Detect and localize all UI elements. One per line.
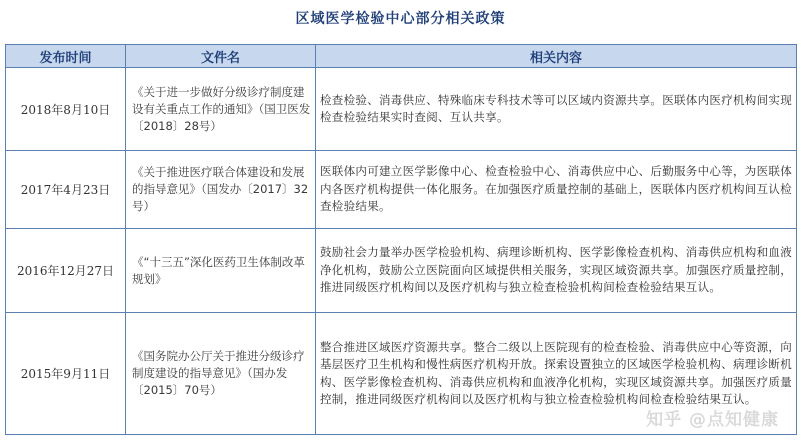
header-content: 相关内容	[316, 45, 797, 68]
row-date: 2015年9月11日	[6, 313, 126, 435]
row-date: 2017年4月23日	[6, 151, 126, 229]
row-content: 检查检验、消毒供应、特殊临床专科技术等可以区域内资源共享。医联体内医疗机构间实现检查检验结果实时查阅、互认共享。	[316, 68, 797, 151]
row-content: 鼓励社会力量举办医学检验机构、病理诊断机构、医学影像检查机构、消毒供应机构和血液净化机构，鼓励公立医院面向区域提供相关服务，实现区域资源共享。加强医疗质量控制，推进同级医疗机构间以及医疗机构与独立检查检验机构间检查检验结果互认。	[316, 229, 797, 313]
row-document: 《国务院办公厅关于推进分级诊疗制度建设的指导意见》（国办发〔2015〕70号）	[126, 313, 316, 435]
row-content: 整合推进区域医疗资源共享。整合二级以上医院现有的检查检验、消毒供应中心等资源，向基层医疗卫生机构和慢性病医疗机构开放。探索设置独立的区域医学检验机构、病理诊断机构、医学影像检查机构、消毒供应机构和血液净化机构，实现区域资源共享。加强医疗质量控制，推进同级医疗机构间以及医疗机构与独立检查检验机构间检查检验结果互认。	[316, 313, 797, 435]
table-row	[6, 151, 797, 229]
row-document: 《关于推进医疗联合体建设和发展的指导意见》（国发办〔2017〕32号）	[126, 151, 316, 229]
row-date: 2018年8月10日	[6, 68, 126, 151]
table-header-row	[6, 45, 797, 68]
header-document: 文件名	[126, 45, 316, 68]
row-date: 2016年12月27日	[6, 229, 126, 313]
table-row	[6, 229, 797, 313]
watermark: 知乎 @点知健康	[646, 410, 779, 430]
row-document: 《“十三五”深化医药卫生体制改革规划》	[126, 229, 316, 313]
row-document: 《关于进一步做好分级诊疗制度建设有关重点工作的通知》（国卫医发〔2018〕28号）	[126, 68, 316, 151]
table-row	[6, 68, 797, 151]
header-date: 发布时间	[6, 45, 126, 68]
table-title: 区域医学检验中心部分相关政策	[295, 11, 506, 27]
policy-table	[5, 44, 797, 435]
row-content: 医联体内可建立医学影像中心、检查检验中心、消毒供应中心、后勤服务中心等，为医联体内各医疗机构提供一体化服务。在加强医疗质量控制的基础上，医联体内医疗机构间互认检查检验结果。	[316, 151, 797, 229]
